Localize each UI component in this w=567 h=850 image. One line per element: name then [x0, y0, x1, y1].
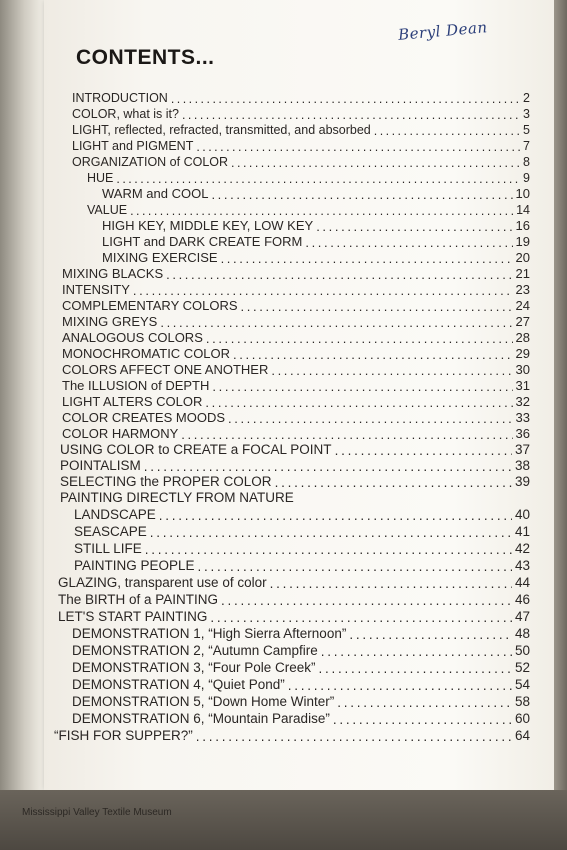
toc-page-number: 48 — [514, 626, 530, 641]
toc-leader-dots — [206, 329, 513, 345]
toc-leader-dots — [181, 425, 512, 441]
toc-page-number: 58 — [514, 694, 530, 709]
toc-page-number: 32 — [515, 394, 530, 409]
toc-entry — [62, 313, 530, 329]
toc-page-number: 33 — [515, 410, 530, 425]
toc-entry — [72, 89, 530, 105]
toc-entry — [62, 377, 530, 393]
toc-entry-label: DEMONSTRATION 3, “Four Pole Creek” — [72, 660, 316, 675]
toc-leader-dots — [321, 642, 512, 658]
toc-entry — [58, 591, 530, 607]
toc-page-number: 47 — [514, 609, 530, 624]
toc-leader-dots — [316, 217, 512, 233]
toc-leader-dots — [319, 659, 512, 675]
toc-entry — [62, 393, 530, 409]
toc-entry — [72, 121, 530, 137]
toc-entry-label: USING COLOR to CREATE a FOCAL POINT — [60, 442, 332, 457]
toc-leader-dots — [196, 727, 512, 743]
toc-page-number: 64 — [514, 728, 530, 743]
book-binding — [0, 0, 44, 790]
toc-entry — [54, 727, 530, 743]
toc-page-number: 21 — [515, 266, 530, 281]
toc-entry-label: The ILLUSION of DEPTH — [62, 378, 210, 393]
toc-entry-label: STILL LIFE — [74, 541, 142, 556]
toc-leader-dots — [150, 523, 512, 539]
toc-entry — [62, 329, 530, 345]
toc-page-number: 54 — [514, 677, 530, 692]
toc-leader-dots — [182, 105, 520, 121]
toc-entry-label: LIGHT and PIGMENT — [72, 139, 194, 153]
toc-entry — [62, 425, 530, 441]
toc-page-number: 60 — [514, 711, 530, 726]
toc-entry — [62, 409, 530, 425]
toc-entry-label: HIGH KEY, MIDDLE KEY, LOW KEY — [102, 218, 314, 233]
toc-page-number: 30 — [515, 362, 530, 377]
toc-page-number: 14 — [516, 203, 530, 217]
toc-page-number: 7 — [523, 139, 530, 153]
toc-entry-label: PAINTING PEOPLE — [74, 558, 195, 573]
toc-entry — [74, 506, 530, 522]
toc-leader-dots — [160, 313, 512, 329]
toc-entry — [74, 557, 530, 573]
toc-leader-dots — [198, 557, 512, 573]
toc-entry-label: MIXING BLACKS — [62, 266, 164, 281]
toc-entry-label: DEMONSTRATION 4, “Quiet Pond” — [72, 677, 285, 692]
toc-entry-label: LIGHT and DARK CREATE FORM — [102, 234, 303, 249]
toc-page-number: 27 — [515, 314, 530, 329]
toc-entry — [60, 457, 530, 473]
toc-leader-dots — [196, 137, 520, 153]
toc-page-number: 9 — [523, 171, 530, 185]
toc-leader-dots — [212, 377, 512, 393]
toc-entry — [102, 249, 530, 265]
toc-leader-dots — [221, 591, 512, 607]
toc-leader-dots — [210, 608, 512, 624]
toc-entry — [72, 137, 530, 153]
toc-entry — [102, 185, 530, 201]
toc-leader-dots — [271, 361, 512, 377]
toc-leader-dots — [233, 345, 512, 361]
toc-entry — [58, 608, 530, 624]
toc-entry-label: LET'S START PAINTING — [58, 609, 208, 624]
toc-page-number: 38 — [514, 458, 530, 473]
toc-entry-label: LANDSCAPE — [74, 507, 156, 522]
toc-entry-label: COLORS AFFECT ONE ANOTHER — [62, 362, 269, 377]
toc-leader-dots — [133, 281, 513, 297]
toc-page-number: 31 — [515, 378, 530, 393]
toc-leader-dots — [145, 540, 512, 556]
toc-page-number: 46 — [514, 592, 530, 607]
toc-entry-label: DEMONSTRATION 5, “Down Home Winter” — [72, 694, 335, 709]
toc-leader-dots — [116, 169, 520, 185]
toc-page-number: 8 — [523, 155, 530, 169]
toc-entry — [87, 201, 530, 217]
toc-page-number: 3 — [523, 107, 530, 121]
toc-entry-label: COMPLEMENTARY COLORS — [62, 298, 238, 313]
toc-page-number: 44 — [514, 575, 530, 590]
toc-leader-dots — [288, 676, 512, 692]
toc-entry — [62, 281, 530, 297]
toc-entry — [58, 574, 530, 590]
toc-entry-label: COLOR CREATES MOODS — [62, 410, 226, 425]
toc-entry-label: DEMONSTRATION 2, “Autumn Campfire — [72, 643, 318, 658]
toc-page-number: 50 — [514, 643, 530, 658]
toc-entry-label: VALUE — [87, 203, 128, 217]
toc-entry — [62, 265, 530, 281]
toc-page-number: 42 — [514, 541, 530, 556]
toc-entry — [74, 540, 530, 556]
toc-entry — [72, 676, 530, 692]
toc-leader-dots — [335, 441, 512, 457]
toc-entry-label: ANALOGOUS COLORS — [62, 330, 203, 345]
toc-entry-label: PAINTING DIRECTLY FROM NATURE — [60, 490, 294, 505]
toc-entry-label: MONOCHROMATIC COLOR — [62, 346, 231, 361]
table-surface — [0, 790, 567, 850]
toc-entry-label: COLOR HARMONY — [62, 426, 179, 441]
toc-leader-dots — [221, 249, 513, 265]
toc-leader-dots — [166, 265, 512, 281]
toc-entry — [102, 233, 530, 249]
toc-entry-label: INTENSITY — [62, 282, 130, 297]
toc-entry — [87, 169, 530, 185]
handwritten-signature: Beryl Dean — [397, 18, 489, 44]
toc-entry-label: GLAZING, transparent use of color — [58, 575, 267, 590]
museum-watermark: Mississippi Valley Textile Museum — [22, 807, 172, 818]
toc-entry — [60, 441, 530, 457]
toc-page-number: 36 — [515, 426, 530, 441]
toc-page-number: 41 — [514, 524, 530, 539]
toc-leader-dots — [159, 506, 512, 522]
toc-entry-label: WARM and COOL — [102, 186, 209, 201]
toc-page-number: 23 — [515, 282, 530, 297]
toc-entry-label: DEMONSTRATION 1, “High Sierra Afternoon” — [72, 626, 347, 641]
toc-leader-dots — [241, 297, 513, 313]
toc-entry-label: MIXING GREYS — [62, 314, 158, 329]
toc-entry — [72, 693, 530, 709]
toc-entry — [72, 710, 530, 726]
toc-entry — [62, 361, 530, 377]
toc-leader-dots — [333, 710, 512, 726]
toc-leader-dots — [171, 89, 520, 105]
toc-entry — [72, 625, 530, 641]
toc-page-number: 28 — [515, 330, 530, 345]
toc-page-number: 24 — [515, 298, 530, 313]
toc-entry-label: COLOR, what is it? — [72, 107, 179, 121]
toc-leader-dots — [130, 201, 513, 217]
toc-leader-dots — [211, 185, 512, 201]
toc-page-number: 10 — [515, 186, 530, 201]
toc-leader-dots — [275, 473, 512, 489]
toc-leader-dots — [270, 574, 512, 590]
toc-page-number: 16 — [515, 218, 530, 233]
toc-entry-label: ORGANIZATION of COLOR — [72, 155, 229, 169]
toc-entry-label: POINTALISM — [60, 458, 141, 473]
page-title: CONTENTS... — [76, 46, 215, 69]
toc-entry — [60, 473, 530, 489]
toc-entry — [72, 642, 530, 658]
toc-entry-label: MIXING EXERCISE — [102, 250, 218, 265]
toc-leader-dots — [144, 457, 512, 473]
toc-entry-label: “FISH FOR SUPPER?” — [54, 728, 193, 743]
toc-entry — [62, 297, 530, 313]
page-edge-shadow — [554, 0, 567, 790]
toc-leader-dots — [228, 409, 513, 425]
toc-page-number: 5 — [523, 123, 530, 137]
toc-entry-label: LIGHT ALTERS COLOR — [62, 394, 203, 409]
toc-page-number: 43 — [514, 558, 530, 573]
toc-entry — [74, 523, 530, 539]
toc-page-number: 39 — [514, 474, 530, 489]
toc-entry-label: INTRODUCTION — [72, 91, 168, 105]
toc-entry — [72, 105, 530, 121]
toc-entry-label: The BIRTH of a PAINTING — [58, 592, 219, 607]
toc-page-number: 40 — [514, 507, 530, 522]
toc-entry — [62, 345, 530, 361]
toc-leader-dots — [374, 121, 520, 137]
toc-page-number: 2 — [523, 91, 530, 105]
toc-entry — [102, 217, 530, 233]
toc-leader-dots — [231, 153, 520, 169]
toc-entry — [60, 489, 530, 505]
toc-page-number: 19 — [515, 234, 530, 249]
toc-entry — [72, 659, 530, 675]
toc-leader-dots — [337, 693, 512, 709]
toc-page-number: 37 — [514, 442, 530, 457]
toc-entry-label: LIGHT, reflected, refracted, transmitted, and absorbed — [72, 123, 371, 137]
toc-entry-label: DEMONSTRATION 6, “Mountain Paradise” — [72, 711, 330, 726]
toc-page-number: 29 — [515, 346, 530, 361]
toc-entry — [72, 153, 530, 169]
toc-page-number: 52 — [514, 660, 530, 675]
toc-page-number: 20 — [515, 250, 530, 265]
toc-leader-dots — [349, 625, 512, 641]
toc-entry-label: SEASCAPE — [74, 524, 147, 539]
toc-leader-dots — [305, 233, 512, 249]
toc-entry-label: HUE — [87, 171, 114, 185]
toc-leader-dots — [205, 393, 512, 409]
toc-entry-label: SELECTING the PROPER COLOR — [60, 474, 272, 489]
